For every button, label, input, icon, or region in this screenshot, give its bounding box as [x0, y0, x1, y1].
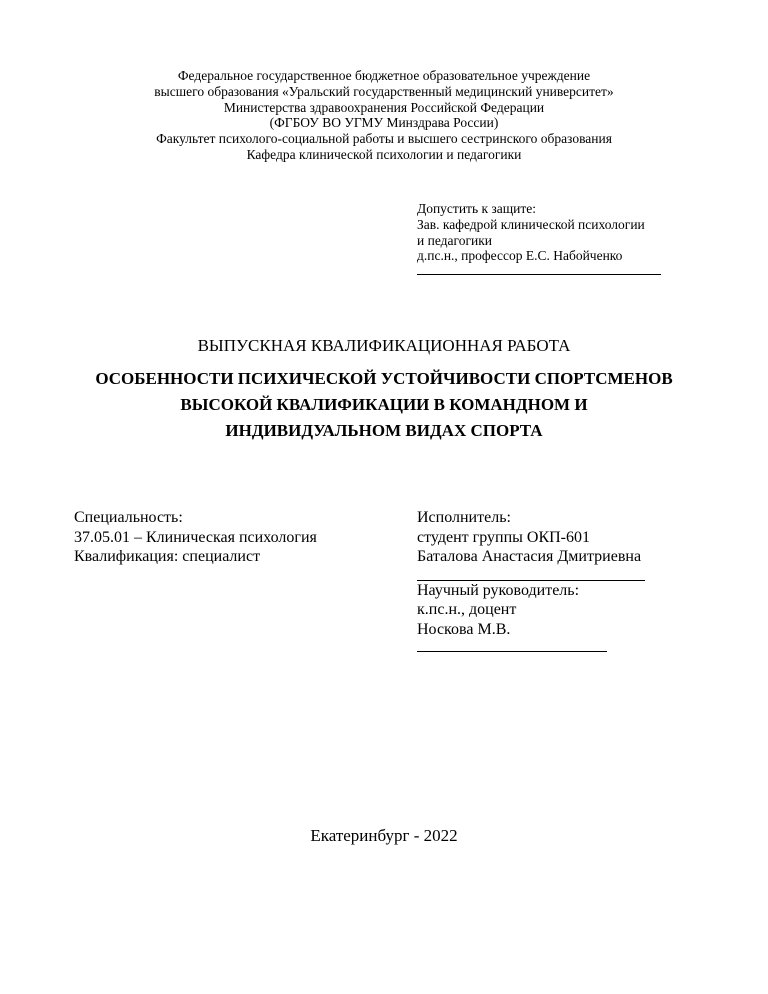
city-year: Екатеринбург - 2022 [310, 826, 458, 845]
supervisor-line-1: Научный руководитель: [417, 581, 580, 599]
supervisor-line-2: к.пс.н., доцент [417, 601, 517, 618]
title-line-3: ИНДИВИДУАЛЬНОМ ВИДАХ СПОРТА [225, 421, 543, 440]
header-line-5: Факультет психолого-социальной работы и высшего сестринского образования [156, 131, 612, 147]
institution-header [0, 68, 768, 163]
header-line-4: (ФГБОУ ВО УГМУ Минздрава России) [269, 115, 499, 131]
specialty-line-1: Специальность: [74, 509, 183, 526]
specialty-line-2: 37.05.01 – Клиническая психология [74, 528, 317, 546]
approval-line-4: д.пс.н., профессор Е.С. Набойченко [417, 248, 623, 264]
header-line-3: Министерства здравоохранения Российской Федерации [223, 99, 545, 115]
specialty-line-3: Квалификация: специалист [74, 548, 261, 565]
header-line-6: Кафедра клинической психологии и педагогики [246, 146, 522, 162]
supervisor-line-3: Носкова М.В. [417, 620, 511, 638]
header-line-1: Федеральное государственное бюджетное образовательное учреждение [177, 68, 591, 83]
approval-signature-line [417, 274, 661, 275]
executor-line-2: студент группы ОКП-601 [417, 528, 591, 546]
title-line-2: ВЫСОКОЙ КВАЛИФИКАЦИИ В КОМАНДНОМ И [180, 395, 588, 414]
thesis-title [0, 366, 768, 444]
specialty-block [74, 508, 374, 567]
executor-supervisor-block [417, 508, 717, 652]
executor-line-3: Баталова Анастасия Дмитриевна [417, 548, 642, 565]
header-line-2: высшего образования «Уральский государственный медицинский университет» [154, 83, 614, 99]
approval-line-2: Зав. кафедрой клинической психологии [417, 216, 645, 232]
supervisor-signature-line [417, 651, 607, 652]
document-type: ВЫПУСКНАЯ КВАЛИФИКАЦИОННАЯ РАБОТА [197, 336, 571, 355]
title-line-1: ОСОБЕННОСТИ ПСИХИЧЕСКОЙ УСТОЙЧИВОСТИ СПОРТСМЕНОВ [95, 369, 673, 388]
executor-line-1: Исполнитель: [417, 509, 511, 526]
approval-line-1: Допустить к защите: [417, 201, 537, 216]
approval-block [417, 201, 717, 275]
approval-line-3: и педагогики [417, 232, 492, 248]
